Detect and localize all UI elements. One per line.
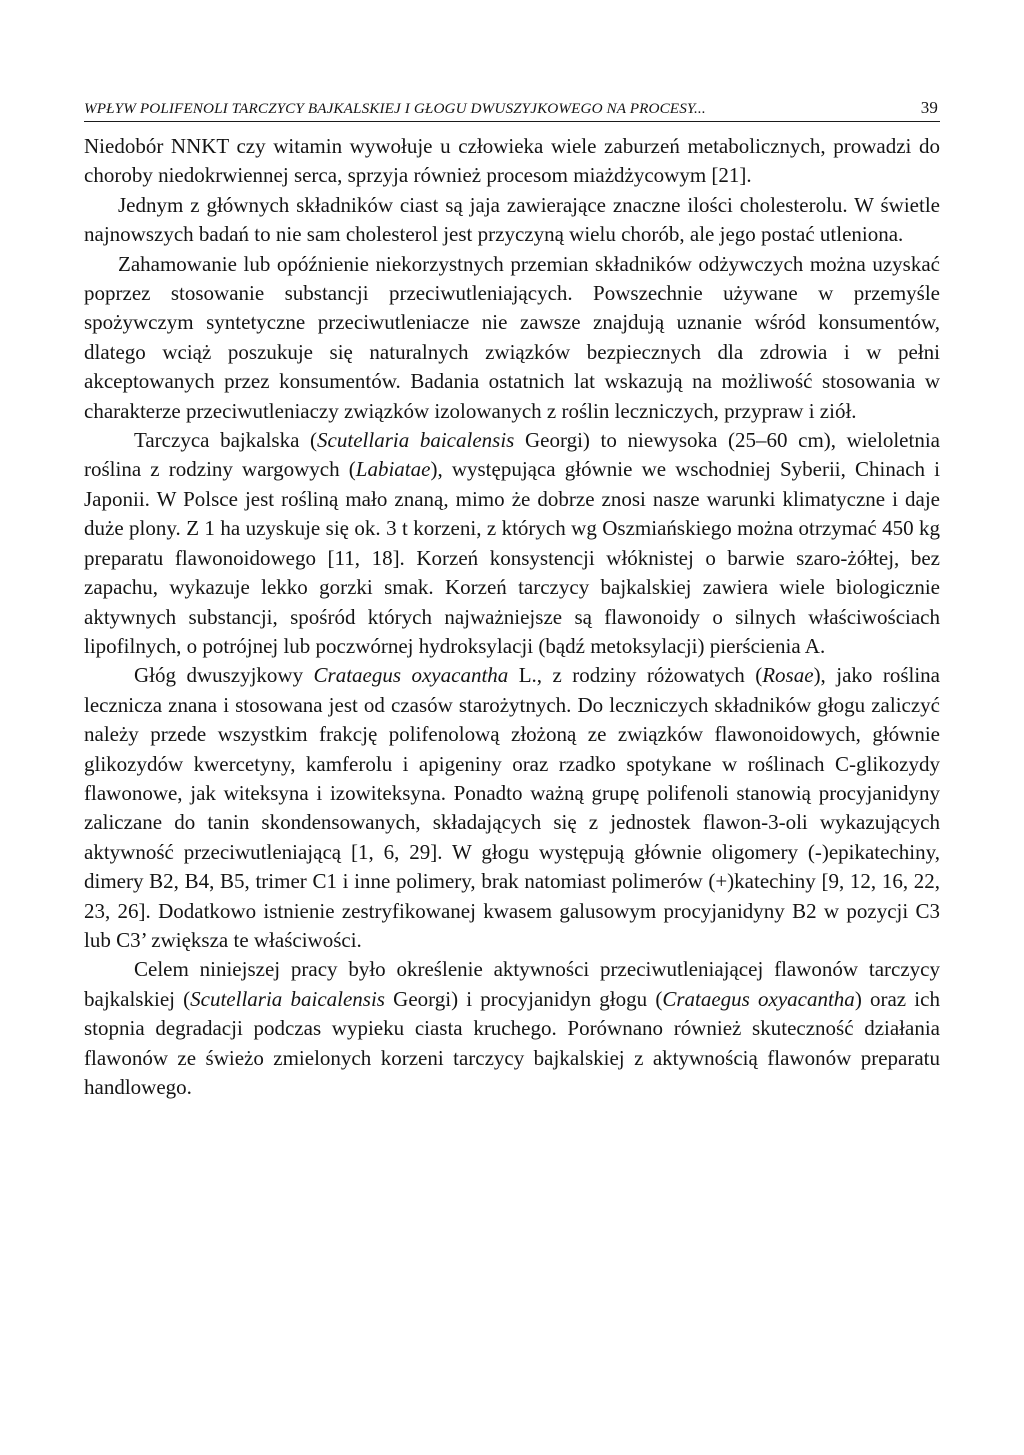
body-text [84, 132, 940, 1102]
paragraph-nnkt: Niedobór NNKT czy witamin wywołuje u człowieka wiele zaburzeń metabolicznych, prowadzi do choroby niedokrwiennej serca, sprzyja również procesom miażdżycowym [21]. [84, 134, 940, 188]
text-run: ) oraz ich stopnia degradacji podczas wypieku ciasta kruchego. Porównano również skuteczność działania flawonów ze świeżo zmielonych korzeni tarczycy bajkalskiej z aktywnością flawonów preparatu handlowego. [84, 986, 940, 1099]
document-page [84, 98, 940, 1102]
running-header [84, 98, 940, 122]
latin-name: Labiatae [355, 457, 431, 482]
text-run: Celem niniejszej pracy było określenie aktywności przeciwutleniającej flawonów tarczycy bajkalskiej ( [84, 957, 940, 1011]
text-run: L., z rodziny różowatych ( [508, 663, 763, 688]
latin-name: Crataegus oxyacantha [662, 986, 855, 1011]
paragraph-scutellaria [84, 426, 940, 661]
running-title: WPŁYW POLIFENOLI TARCZYCY BAJKALSKIEJ I GŁOGU DWUSZYJKOWEGO NA PROCESY... [84, 100, 706, 117]
text-run: Georgi) i procyjanidyn głogu ( [384, 986, 663, 1011]
paragraph-crataegus [84, 661, 940, 955]
latin-name: Scutellaria baicalensis [317, 428, 515, 453]
paragraph-antioxidants: Zahamowanie lub opóźnienie niekorzystnych przemian składników odżywczych można uzyskać poprzez stosowanie substancji przeciwutleniających. Powszechnie używane w przemyśle spożywczym syntetyczne przeciwutleniacze nie zawsze znajdują uznanie wśród konsumentów, dlatego wciąż poszukuje się naturalnych związków bezpiecznych dla zdrowia i w pełni akceptowanych przez konsumentów. Badania ostatnich lat wskazują na możliwość stosowania w charakterze przeciwutleniaczy związków izolowanych z roślin leczniczych, przypraw i ziół. [84, 251, 940, 423]
text-run: Tarczyca bajkalska ( [134, 428, 318, 453]
latin-name: Rosae [762, 663, 814, 688]
text-run: ), występująca głównie we wschodniej Syberii, Chinach i Japonii. W Polsce jest rośliną mało znaną, mimo że dobrze znosi nasze warunki klimatyczne i daje duże plony. Z 1 ha uzyskuje się ok. 3 t korzeni, z których wg Oszmiańskiego można otrzymać 450 kg preparatu flawonoidowego [11, 18]. Korzeń konsystencji włóknistej o barwie szaro-żółtej, bez zapachu, wykazuje lekko gorzki smak. Korzeń tarczycy bajkalskiej zawiera wiele biologicznie aktywnych substancji, spośród których najważniejsze są flawonoidy o silnych właściwościach lipofilnych, o potrójnej lub poczwórnej hydroksylacji (bądź metoksylacji) pierścienia A. [84, 457, 940, 658]
text-run: ), jako roślina lecznicza znana i stosowana jest od czasów starożytnych. Do leczniczych składników głogu zaliczyć należy przede wszystkim frakcję polifenolową złożoną ze związków flawonoidowych, głównie glikozydów kwercetyny, kamferolu i apigeniny oraz rzadko spotykane w roślinach C-glikozydy flawonowe, jak witeksyna i izowiteksyna. Ponadto ważną grupę polifenoli stanowią procyjanidyny zaliczane do tanin skondensowanych, składających się z jednostek flawon-3-oli wykazujących aktywność przeciwutleniającą [1, 6, 29]. W głogu występują głównie oligomery (-)epikatechiny, dimery B2, B4, B5, trimer C1 i inne polimery, brak natomiast polimerów (+)katechiny [9, 12, 16, 22, 23, 26]. Dodatkowo istnienie zestryfikowanej kwasem galusowym procyjanidyny B2 w pozycji C3 lub C3’ zwiększa te właściwości. [84, 663, 940, 952]
paragraph-aim [84, 955, 940, 1102]
latin-name: Scutellaria baicalensis [190, 986, 385, 1011]
text-run: Głóg dwuszyjkowy [134, 663, 314, 688]
text-run: Georgi) to niewysoka (25–60 cm), wieloletnia roślina z rodziny wargowych ( [84, 428, 940, 482]
paragraph-cholesterol: Jednym z głównych składników ciast są jaja zawierające znaczne ilości cholesterolu. W świetle najnowszych badań to nie sam cholesterol jest przyczyną wielu chorób, ale jego postać utleniona. [84, 192, 940, 247]
latin-name: Crataegus oxyacantha [313, 663, 509, 688]
page-number: 39 [920, 98, 938, 117]
